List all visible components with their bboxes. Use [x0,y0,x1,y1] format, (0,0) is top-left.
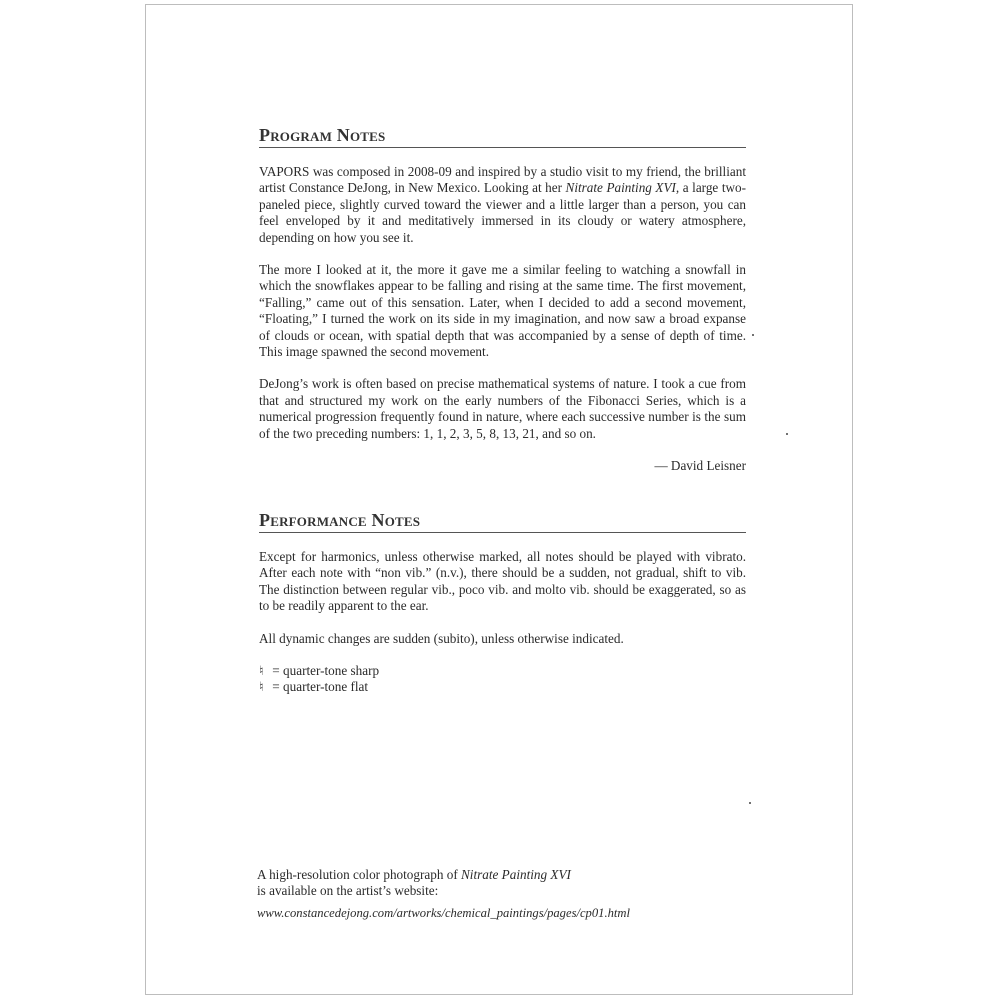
paper-speck [786,433,788,435]
paper-speck [749,802,751,804]
footer-text-a: A high-resolution color photograph of [257,867,462,882]
program-notes-heading: Program Notes [259,125,746,148]
legend-row-sharp [259,663,746,679]
document-page [145,4,853,995]
legend-label-flat: = quarter-tone flat [269,679,369,695]
p1-text-b: a large two-paneled piece, slightly curved toward the viewer and a little larger than a person, you can feel enveloped by it and meditatively immersed in its cloudy or watery atmosphere, depending on how you see it. [259,180,746,245]
program-notes-section [259,125,746,474]
author-signature: — David Leisner [654,458,746,474]
paper-speck [752,334,754,336]
legend-row-flat [259,679,746,695]
quarter-sharp-icon: ♮ [259,663,264,679]
performance-notes-paragraph-2: All dynamic changes are sudden (subito), unless otherwise indicated. [259,630,624,646]
performance-notes-heading: Performance Notes [259,510,746,533]
program-notes-paragraph-1 [259,164,746,246]
program-notes-paragraph-2: The more I looked at it, the more it gave me a similar feeling to watching a snowfall in which the snowflakes appear to be falling and rising at the same time. The first movement, “Falling,” came out of this sensation. Later, when I decided to add a second movement, “Floating,” I turned the work on its side in my imagination, and now saw a broad expanse of clouds or ocean, with spatial depth that was accompanied by a sense of depth of time. This image spawned the second movement. [259,262,746,360]
program-notes-paragraph-3: DeJong’s work is often based on precise mathematical systems of nature. I took a cue from that and structured my work on the early numbers of the Fibonacci Series, which is a numerical progression frequently found in nature, where each successive number is the sum of the two preceding numbers: 1, 1, 2, 3, 5, 8, 13, 21, and so on. [259,376,746,441]
performance-notes-section [259,510,746,696]
performance-notes-paragraph-1: Except for harmonics, unless otherwise marked, all notes should be played with vibrato. After each note with “non vib.” (n.v.), there should be a sudden, not gradual, shift to vib. The distinction between regular vib., poco vib. and molto vib. should be exaggerated, so as to be readily apparent to the ear. [259,549,746,614]
footer-line-1 [257,867,744,883]
quarter-flat-icon: ♮ [259,679,264,695]
p1-text-a: VAPORS was composed in 2008-09 and inspired by a studio visit to my friend, the brilliant artist Constance DeJong, in New Mexico. Looking at her [259,164,746,196]
legend-label-sharp: = quarter-tone sharp [269,663,380,679]
footer-line-2: is available on the artist’s website: [257,883,439,899]
accidentals-legend [259,663,746,696]
artist-website-url[interactable]: www.constancedejong.com/artworks/chemical_paintings/pages/cp01.html [257,905,630,920]
footer-italic-title: Nitrate Painting XVI [461,867,571,882]
p1-italic-title: Nitrate Painting XVI, [565,180,680,196]
footer-note [257,867,744,921]
